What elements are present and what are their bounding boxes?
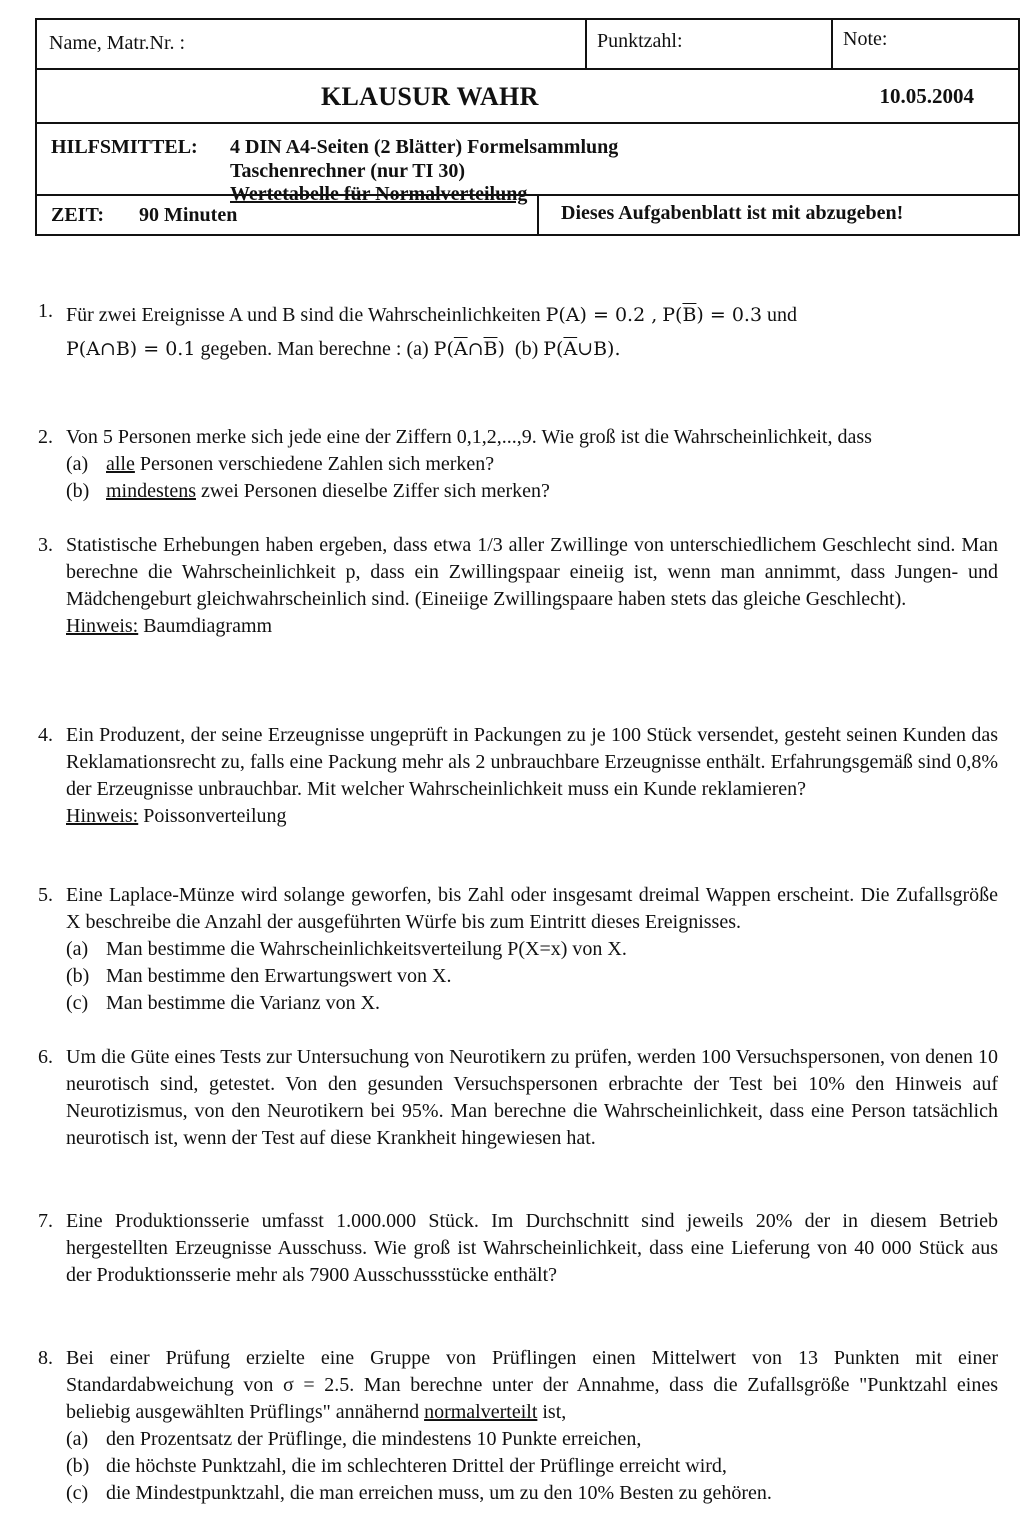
hilfsmittel-item: 4 DIN A4-Seiten (2 Blätter) Formelsammlung bbox=[230, 136, 619, 158]
subtask-b: (b) die höchste Punktzahl, die im schlechteren Drittel der Prüflinge erreicht wird, bbox=[66, 1455, 727, 1477]
header-row-zeit bbox=[37, 194, 1018, 236]
formula: P(A) = 0.2 , bbox=[545, 304, 658, 326]
exam-date: 10.05.2004 bbox=[879, 84, 974, 108]
task-number: 6. bbox=[38, 1046, 53, 1068]
task-1 bbox=[38, 298, 998, 366]
subtask-b: (b) Man bestimme den Erwartungswert von X. bbox=[66, 965, 452, 987]
hint: Hinweis: Baumdiagramm bbox=[66, 615, 273, 637]
zeit-label: ZEIT: bbox=[51, 204, 104, 226]
exam-title: KLAUSUR WAHR bbox=[321, 82, 539, 111]
task-number: 5. bbox=[38, 884, 53, 906]
subtask-c: (c) die Mindestpunktzahl, die man erreichen muss, um zu den 10% Besten zu gehören. bbox=[66, 1482, 772, 1504]
sub-label: (b) bbox=[514, 338, 539, 360]
hilfsmittel-item: Taschenrechner (nur TI 30) bbox=[230, 160, 466, 182]
divider bbox=[831, 20, 833, 68]
note-label: Note: bbox=[843, 28, 888, 50]
formula: $P(\overline{B}) = 0.3$ bbox=[662, 304, 763, 326]
hint: Hinweis: Poissonverteilung bbox=[66, 805, 287, 827]
task-4 bbox=[38, 722, 998, 830]
header-row-name bbox=[37, 20, 1018, 70]
subtask-b: (b) mindestens zwei Personen dieselbe Ziffer sich merken? bbox=[66, 480, 550, 502]
task-text: Bei einer Prüfung erzielte eine Gruppe von Prüflingen einen Mittelwert von 13 Punkten mit einer Standardabweichung von σ = 2.5. Man berechne unter der Annahme, dass die Zufallsgröße "Punktzahl eines beliebig ausgewählten Prüflings" annähernd normalverteilt ist, bbox=[66, 1347, 998, 1423]
task-number: 7. bbox=[38, 1210, 53, 1232]
task-6 bbox=[38, 1044, 998, 1152]
subtask-c: (c) Man bestimme die Varianz von X. bbox=[66, 992, 381, 1014]
formula: $P(\overline{A}\cup B)$. bbox=[543, 338, 621, 360]
subtask-a: (a) Man bestimme die Wahrscheinlichkeitsverteilung P(X=x) von X. bbox=[66, 938, 627, 960]
abgabe-note: Dieses Aufgabenblatt ist mit abzugeben! bbox=[561, 202, 904, 224]
task-text: und bbox=[767, 304, 798, 326]
task-number: 2. bbox=[38, 426, 53, 448]
punkte-label: Punktzahl: bbox=[597, 30, 683, 52]
task-number: 8. bbox=[38, 1347, 53, 1369]
task-text: Ein Produzent, der seine Erzeugnisse ungeprüft in Packungen zu je 100 Stück versendet, gesteht seinen Kunden das Reklamationsrecht zu, falls eine Packung mehr als 2 unbrauchbare Erzeugnisse enthält. Erfahrungsgemäß sind 0,8% der Erzeugnisse unbrauchbar. Mit welcher Wahrscheinlichkeit muss ein Kunde reklamieren? bbox=[66, 724, 998, 800]
formula: P(A∩B) = 0.1 bbox=[66, 338, 196, 360]
task-7 bbox=[38, 1208, 998, 1289]
task-8 bbox=[38, 1345, 998, 1507]
subtask-a: (a) den Prozentsatz der Prüflinge, die mindestens 10 Punkte erreichen, bbox=[66, 1428, 642, 1450]
formula: $P(\overline{A}\cap\overline{B})$ bbox=[433, 338, 505, 360]
name-label: Name, Matr.Nr. : bbox=[49, 32, 186, 54]
task-number: 4. bbox=[38, 724, 53, 746]
task-number: 1. bbox=[38, 300, 53, 322]
task-3 bbox=[38, 532, 998, 640]
task-text: Eine Produktionsserie umfasst 1.000.000 Stück. Im Durchschnitt sind jeweils 20% der in diesem Betrieb hergestellten Erzeugnisse Ausschuss. Wie groß ist Wahrscheinlichkeit, dass eine Lieferung von 40 000 Stück aus der Produktionsserie mehr als 7900 Ausschussstücke enthält? bbox=[66, 1210, 998, 1286]
task-text: Von 5 Personen merke sich jede eine der Ziffern 0,1,2,...,9. Wie groß ist die Wahrscheinlichkeit, dass bbox=[66, 426, 872, 448]
task-2 bbox=[38, 424, 998, 505]
task-text: Um die Güte eines Tests zur Untersuchung von Neurotikern zu prüfen, werden 100 Versuchspersonen, von denen 10 neurotisch sind, getestet. Von den gesunden Versuchspersonen erbrachte der Test bei 10% den Hinweis auf Neurotizismus, von den Neurotikern bei 95%. Man berechne die Wahrscheinlichkeit, dass eine Person tatsächlich neurotisch ist, wenn der Test auf diese Krankheit hingewiesen hat. bbox=[66, 1046, 998, 1149]
task-text: Für zwei Ereignisse A und B sind die Wahrscheinlichkeiten bbox=[66, 304, 541, 326]
task-text: Eine Laplace-Münze wird solange geworfen, bis Zahl oder insgesamt dreimal Wappen erscheint. Die Zufallsgröße X beschreibe die Anzahl der ausgeführten Würfe bis zum Eintritt dieses Ereignisses. bbox=[66, 884, 998, 933]
task-number: 3. bbox=[38, 534, 53, 556]
exam-header bbox=[35, 18, 1020, 236]
hilfsmittel-label: HILFSMITTEL: bbox=[51, 136, 198, 158]
header-row-hilfsmittel bbox=[37, 122, 1018, 205]
divider bbox=[537, 194, 539, 236]
hilfsmittel-item: Wertetabelle für Normalverteilung bbox=[230, 183, 528, 205]
divider bbox=[585, 20, 587, 68]
subtask-a: (a) alle Personen verschiedene Zahlen sich merken? bbox=[66, 453, 495, 475]
header-row-title bbox=[37, 68, 1018, 124]
task-5 bbox=[38, 882, 998, 1017]
zeit-value: 90 Minuten bbox=[139, 204, 238, 226]
task-text: gegeben. Man berechne : (a) bbox=[200, 338, 429, 360]
task-text: Statistische Erhebungen haben ergeben, dass etwa 1/3 aller Zwillinge von unterschiedlichem Geschlecht sind. Man berechne die Wahrscheinlichkeit p, dass ein Zwillingspaar eineiig ist, wenn man annimmt, dass Jungen- und Mädchengeburt gleichwahrscheinlich sind. (Eineiige Zwillingspaare haben stets das gleiche Geschlecht). bbox=[66, 534, 998, 610]
